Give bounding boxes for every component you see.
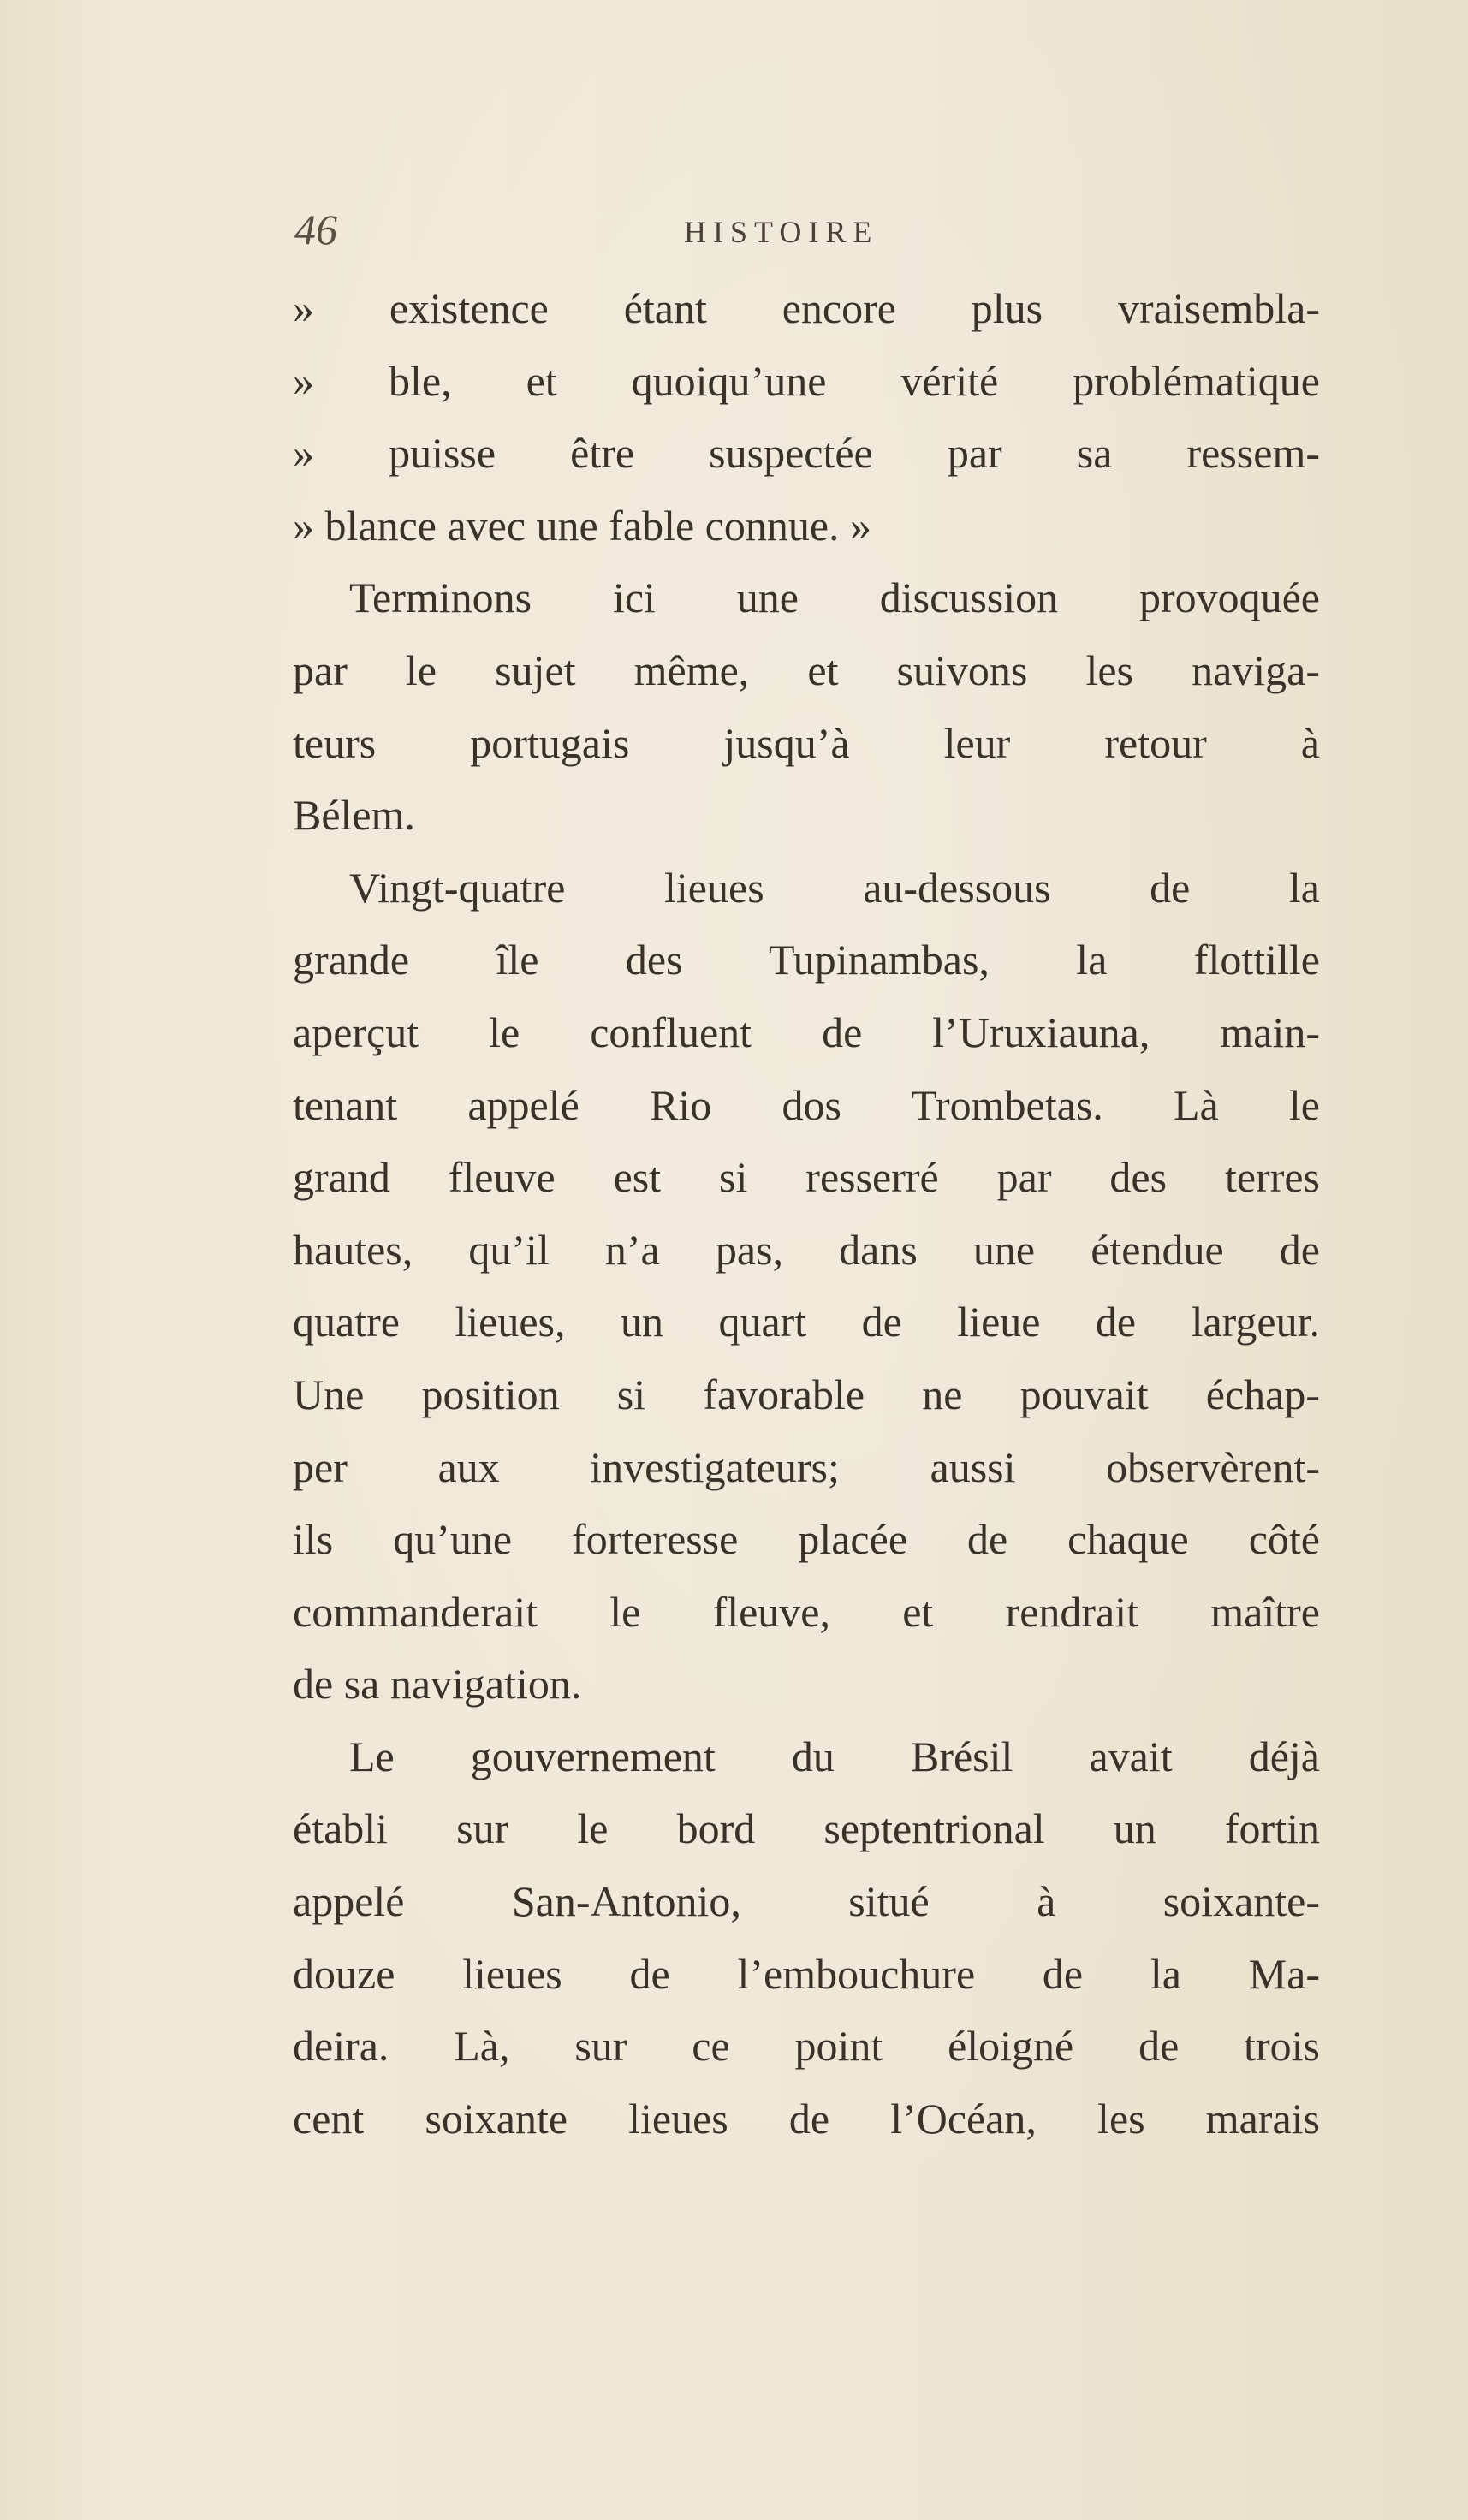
text-line: » ble, et quoiqu’une vérité problématique xyxy=(293,356,1320,405)
text-line: » puisse être suspectée par sa ressem- xyxy=(293,429,1320,478)
text-line: hautes, qu’il n’a pas, dans une étendue de xyxy=(293,1225,1320,1274)
text-line: ils qu’une forteresse placée de chaque côté xyxy=(293,1515,1320,1564)
text-line: établi sur le bord septentrional un fortin xyxy=(293,1804,1320,1853)
text-line: appelé San-Antonio, situé à soixante- xyxy=(293,1877,1320,1926)
text-line: Vingt-quatre lieues au-dessous de la xyxy=(349,863,1320,912)
text-line: Une position si favorable ne pouvait échap- xyxy=(293,1370,1320,1418)
text-line: per aux investigateurs; aussi observèrent- xyxy=(293,1442,1320,1491)
text-line: quatre lieues, un quart de lieue de largeur. xyxy=(293,1298,1320,1346)
text-line: commanderait le fleuve, et rendrait maître xyxy=(293,1587,1320,1636)
page-number: 46 xyxy=(294,205,337,253)
body-text xyxy=(293,272,1320,2154)
text-line: teurs portugais jusqu’à leur retour à xyxy=(293,718,1320,767)
text-line: tenant appelé Rio dos Trombetas. Là le xyxy=(293,1080,1320,1129)
text-line: » blance avec une fable connue. » xyxy=(293,501,872,550)
text-line: douze lieues de l’embouchure de la Ma- xyxy=(293,1949,1320,1998)
text-line: grande île des Tupinambas, la flottille xyxy=(293,936,1320,984)
text-line: par le sujet même, et suivons les naviga- xyxy=(293,645,1320,694)
text-line: Le gouvernement du Brésil avait déjà xyxy=(349,1732,1320,1780)
running-title: HISTOIRE xyxy=(684,215,879,249)
text-line: grand fleuve est si resserré par des terres xyxy=(293,1153,1320,1202)
text-line: de sa navigation. xyxy=(293,1660,582,1709)
text-line: deira. Là, sur ce point éloigné de trois xyxy=(293,2022,1320,2071)
text-line: Terminons ici une discussion provoquée xyxy=(349,574,1320,622)
text-line: cent soixante lieues de l’Océan, les marais xyxy=(293,2094,1320,2143)
text-line: aperçut le confluent de l’Uruxiauna, main- xyxy=(293,1007,1320,1056)
page-header xyxy=(294,204,1322,264)
text-line: Bélem. xyxy=(293,791,416,840)
text-line: » existence étant encore plus vraisembla- xyxy=(293,284,1320,332)
